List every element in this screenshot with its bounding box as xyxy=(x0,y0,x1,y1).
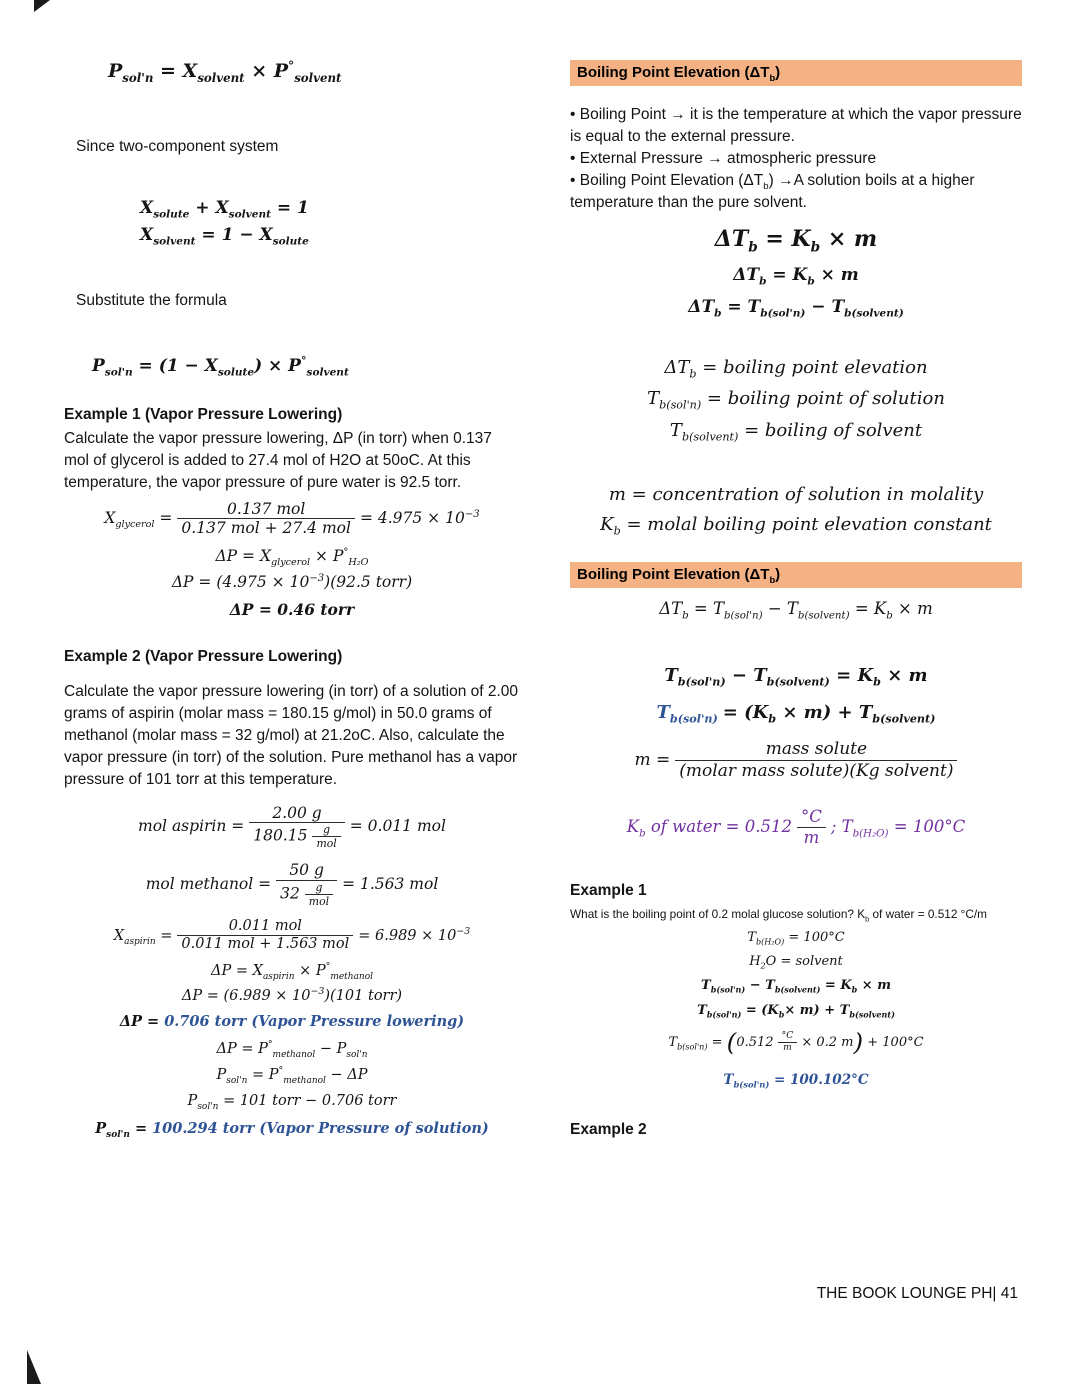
fraction-numerator: 0.011 mol xyxy=(177,918,353,936)
solution-line-tb-water: $T_{b(H_2O)} = 100^\circ C$ xyxy=(747,930,845,947)
example1-title: Example 1 (Vapor Pressure Lowering) xyxy=(64,405,343,423)
equation-dtb-medium: $\Delta T_b = K_b \times m$ xyxy=(733,265,859,288)
equation-dtb-difference: $\Delta T_b = T_{b(sol'n)} - T_{b(solvent)}$ xyxy=(688,297,904,320)
equation-dtb-big: $\Delta T_b = K_b \times m$ xyxy=(714,225,878,255)
fraction xyxy=(276,861,337,908)
equation-lhs: m = xyxy=(634,749,671,770)
equation-kb-water xyxy=(570,807,1022,848)
fraction xyxy=(177,918,353,954)
equation-dp-result: ΔP = 0.46 torr xyxy=(229,600,355,620)
equation-mol-methanol xyxy=(64,861,520,908)
right-example1-question: What is the boiling point of 0.2 molal glucose solution? $K_b$ of water = 0.512 °C/m xyxy=(570,906,987,923)
definition-kb: $K_b$ = molal boiling point elevation constant xyxy=(600,513,992,538)
equation-pre: $K_b$ of water = 0.512 xyxy=(626,816,792,839)
scan-artifact-bottom-left xyxy=(27,1350,41,1384)
equation-dp-definition: $\Delta P = P^\circ_{methanol} - P_{sol'n}$ xyxy=(216,1039,368,1061)
solution-line-rearranged: $T_{b(sol'n)} = (K_b\times m) + T_{b(solvent)}$ xyxy=(697,1003,895,1020)
equation-psoln-values: $P_{sol'n} = 101$ torr − 0.706 torr xyxy=(187,1093,397,1113)
page-footer: THE BOOK LOUNGE PH| 41 xyxy=(816,1285,1018,1302)
fraction xyxy=(797,807,826,848)
fraction-numerator: °C xyxy=(797,807,826,828)
equation-lhs: mol aspirin = xyxy=(138,817,245,836)
fraction-numerator: mass solute xyxy=(675,739,957,760)
equation-dp-glycerol: $\Delta P = X_{glycerol} \times P^\circ_{H_2O}$ xyxy=(215,546,369,568)
equation-post: ; $T_{b(H_2O)} = 100^\circ C$ xyxy=(830,816,966,839)
fraction xyxy=(249,804,344,851)
bullet-list xyxy=(570,104,1022,214)
section-banner-boiling-point-2: Boiling Point Elevation $(\Delta T_b)$ xyxy=(570,562,1022,588)
right-column xyxy=(570,60,1022,1141)
bullet-external-pressure: • External Pressure → atmospheric pressure xyxy=(570,149,877,167)
equation-rhs: = $6.989 \times 10^{-3}$ xyxy=(358,926,471,944)
right-example2-title: Example 2 xyxy=(570,1120,647,1138)
equation-lhs-blue: $T_{b(sol'n)}$ xyxy=(656,701,718,726)
fraction-numerator: 50 g xyxy=(276,861,337,881)
equation-mole-fraction-sum: $X_{solute} + X_{solvent} = 1$ xyxy=(140,197,309,221)
equation-raoults-law: $P_{sol'n} = X_{solvent} \times P^\circ_{solvent}$ xyxy=(108,57,342,85)
fraction-denominator: 0.137 mol + 27.4 mol xyxy=(181,519,351,538)
fraction-denominator: (molar mass solute)(Kg solvent) xyxy=(679,760,954,781)
solution-line-result: $T_{b(sol'n)} = 100.102^\circ C$ xyxy=(723,1072,869,1090)
equation-lhs: ΔP = xyxy=(119,1013,160,1031)
bullet-boiling-point-elevation: • Boiling Point Elevation $(\Delta T_b) \to A$ solution boils at a higher temperature than the pure solvent. xyxy=(570,171,975,211)
equation-dp-lowering-result xyxy=(64,1013,520,1031)
fraction-denominator: 0.011 mol + 1.563 mol xyxy=(181,936,350,953)
scan-artifact-top-left xyxy=(34,0,50,12)
equation-tb-solution-solve xyxy=(570,702,1022,725)
equation-dp-aspirin-values: $\Delta P = (6.989 \times 10^{-3})(101$ torr) xyxy=(181,986,403,1004)
equation-rhs: = 0.011 mol xyxy=(349,817,446,836)
fraction-denominator: 32 g mol xyxy=(276,881,337,908)
equation-x-aspirin xyxy=(64,918,520,954)
fraction-denominator: 180.15 g mol xyxy=(249,823,344,850)
text-substitute-formula: Substitute the formula xyxy=(76,292,227,310)
example2-body: Calculate the vapor pressure lowering (in torr) of a solution of 2.00 grams of aspirin (molar mass = 180.15 g/mol) in 50.0 grams of methanol (molar mass = 32 g/mol) at 21.2oC. Also, calculate the vapor pressure (in torr) of the solution. Pure methanol has a vapor pressure of 101 torr at this temperature. xyxy=(64,682,519,788)
right-example1-title: Example 1 xyxy=(570,881,647,899)
fraction-numerator: 0.137 mol xyxy=(177,500,355,520)
fraction xyxy=(177,500,355,538)
equation-solvent-fraction: $X_{solvent} = 1 - X_{solute}$ xyxy=(140,225,309,248)
fraction-numerator: 2.00 g xyxy=(249,804,344,824)
text-since-two-component: Since two-component system xyxy=(76,137,279,155)
equation-mol-aspirin xyxy=(64,804,520,851)
solution-line-h2o-solvent: $H_2O$ = solvent xyxy=(749,953,843,971)
definition-tb-solvent: $T_{b(solvent)}$ = boiling of solvent xyxy=(669,419,923,444)
equation-rhs: = $4.975 \times 10^{-3}$ xyxy=(359,508,480,527)
equation-psoln-result xyxy=(64,1120,520,1138)
equation-dp-values: $\Delta P = (4.975 \times 10^{-3})(92.5$ torr) xyxy=(171,572,413,592)
equation-lhs: $P_{sol'n}$ = xyxy=(95,1119,148,1140)
equation-psoln-rearranged: $P_{sol'n} = P^\circ_{methanol} - \Delta P$ xyxy=(216,1065,368,1087)
equation-rhs: = 1.563 mol xyxy=(342,874,439,893)
equation-rhs-blue: 0.706 torr (Vapor Pressure lowering) xyxy=(164,1013,465,1031)
solution-line-formula: $T_{b(sol'n)} - T_{b(solvent)} = K_b \times m$ xyxy=(701,977,891,995)
left-column xyxy=(64,57,520,1140)
equation-rhs: = $(K_b \times m) + T_{b(solvent)}$ xyxy=(722,701,936,726)
equation-dp-aspirin: $\Delta P = X_{aspirin} \times P^\circ_{methanol}$ xyxy=(211,960,373,982)
equation-substituted: $P_{sol'n} = (1 - X_{solute}) \times P^\circ_{solvent}$ xyxy=(92,354,349,379)
equation-lhs: $X_{aspirin}$ = xyxy=(113,927,173,947)
equation-lhs: $X_{glycerol}$ = xyxy=(104,508,173,530)
bullet-boiling-point: • Boiling Point → it is the temperature at which the vapor pressure is equal to the external pressure. xyxy=(570,105,1022,145)
example2-title: Example 2 (Vapor Pressure Lowering) xyxy=(64,647,343,665)
equation-molality-fraction xyxy=(570,739,1022,781)
definition-molality: m = concentration of solution in molality xyxy=(608,484,984,505)
equation-lhs: mol methanol = xyxy=(145,874,272,893)
equation-tb-difference-bold: $T_{b(sol'n)} - T_{b(solvent)} = K_b \times m$ xyxy=(664,665,928,689)
equation-rhs-blue: 100.294 torr (Vapor Pressure of solution) xyxy=(152,1119,489,1137)
solution-line-substituted: $T_{b(sol'n)} = (0.512$ $\frac{^\circ C}{m}$ × 0.2 m) + 100°C xyxy=(668,1027,924,1057)
definition-tb-solution: $T_{b(sol'n)}$ = boiling point of solution xyxy=(647,388,945,412)
example1-body: Calculate the vapor pressure lowering, ΔP (in torr) when 0.137 mol of glycerol is added to 27.4 mol of H2O at 50oC. At this temperature, the vapor pressure of pure water is 92.5 torr. xyxy=(64,429,492,491)
definition-dtb: $\Delta T_b$ = boiling point elevation xyxy=(664,356,928,381)
equation-dtb-combined: $\Delta T_b = T_{b(sol'n)} - T_{b(solvent)} = K_b \times m$ xyxy=(659,598,933,621)
equation-x-glycerol xyxy=(64,500,520,538)
section-banner-boiling-point-1: Boiling Point Elevation $(\Delta T_b)$ xyxy=(570,60,1022,86)
fraction xyxy=(675,739,957,781)
fraction-denominator: m xyxy=(803,827,820,847)
